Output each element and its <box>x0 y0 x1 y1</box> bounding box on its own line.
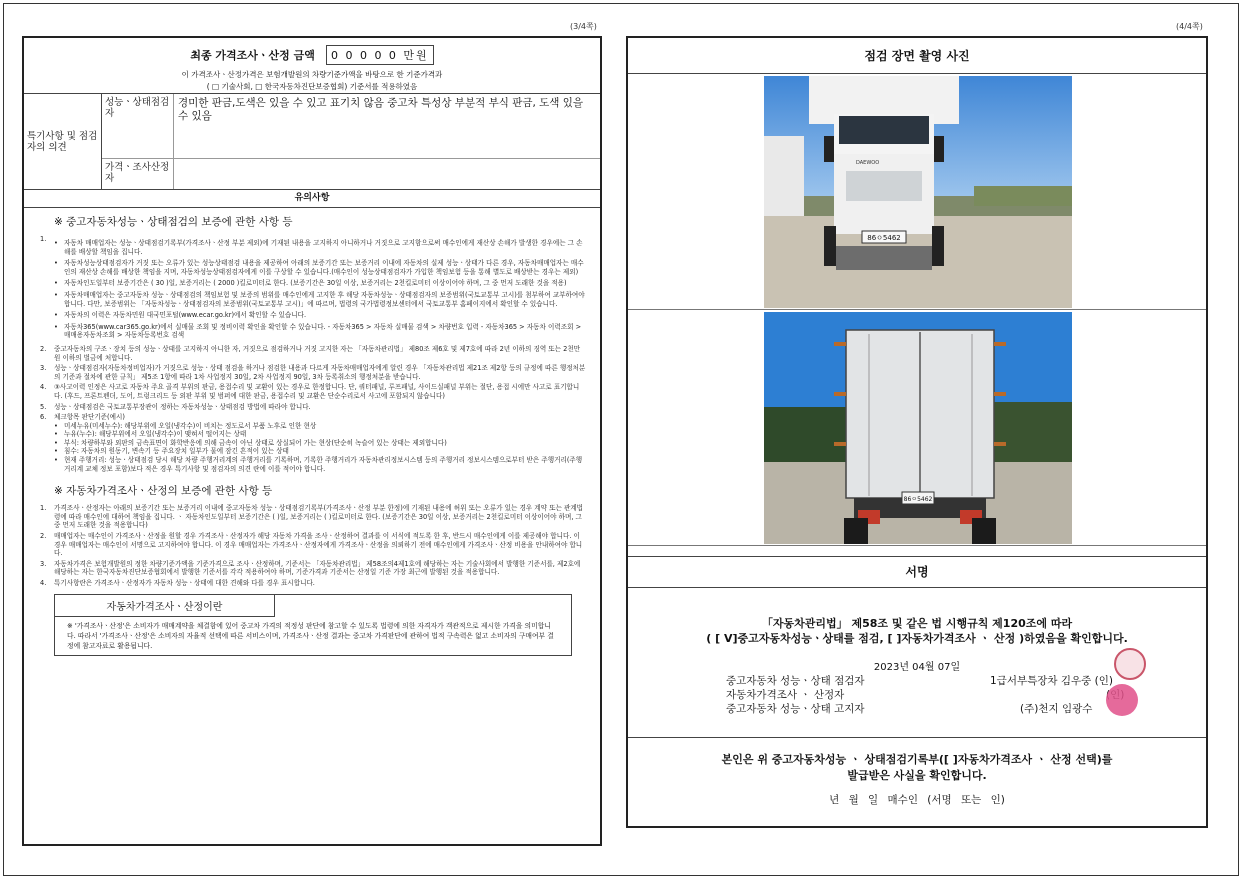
criteria-item: • 침수: 자동차의 원동기, 변속기 등 주요장치 일부가 물에 잠긴 흔적이 있는 상태 <box>54 447 586 456</box>
criteria-item: • 현재 주행거리: 성능ㆍ상태점검 당시 해당 차량 주행거리계의 주행거리를 기록하며, 기록한 주행거리가 자동차관리정보시스템 등의 주행거리 정보시스템으로부터 받은 주행거리(주행거리계 교체 정보 포함)보다 적은 경우 특기사항 및 점검자의 의견 란에 이를 적어야 합니다. <box>54 456 586 473</box>
s1-item-5 <box>40 403 586 412</box>
rear-truck-image <box>764 312 1072 544</box>
item-number: 3. <box>40 364 47 373</box>
criteria-text: 부식: 차량하부와 외판의 금속표면이 화학반응에 의해 금속이 아닌 상태로 상실되어 가는 현상(단순히 녹슬어 있는 상태는 제외합니다) <box>64 438 447 447</box>
item-text: 자동차가격은 보험개발원의 정한 차량기준가액을 기준가격으로 조사ㆍ산정하며, 기준서는 「자동차관리법」 제58조의4제1호에 해당하는 자는 기술사회에서 발행한 기준서를, 제2호에 해당하는 자는 한국자동차진단보증협회에서 발행한 기준서를 각각 적용하여야 하며, 기준가격과 기준서는 산정일 기준 가장 최근에 발행된 것을 적용합니다. <box>54 559 581 577</box>
opinion-table <box>24 94 600 190</box>
s1-item-3 <box>40 364 586 381</box>
bullet-text: 자동차 매매업자는 성능ㆍ상태점검기록부(가격조사ㆍ산정 부분 제외)에 기재된 내용을 고지하지 아니하거나 거짓으로 고지함으로써 매수인에게 재산상 손해가 발생한 경우에는 그 손해를 배상할 책임을 집니다. <box>64 239 583 256</box>
bullet-text: 자동차365(www.car365.go.kr)에서 실매물 조회 및 정비이력 확인을 확인할 수 있습니다. - 자동차365 > 자동차 실매물 검색 > 차량번호 입력 - 자동차365 > 자동차 이력조회 > 매매용자동차조회 > 자동차등록번호 검색 <box>64 322 582 340</box>
page-3 <box>22 36 602 846</box>
s2-item-3 <box>40 560 586 577</box>
signer3-name: (주)천지 임광수 <box>1020 703 1093 715</box>
rear-photo-cell <box>628 310 1206 546</box>
rear-truck-photo <box>764 312 1072 544</box>
opinion-row-price <box>102 159 600 189</box>
front-truck-image <box>764 76 1072 308</box>
item-text: 성능ㆍ상태점검은 국토교통부장관이 정하는 자동차성능ㆍ상태점검 방법에 따라야 합니다. <box>54 402 311 411</box>
definition-text: ※ '가격조사ㆍ산정'은 소비자가 매매계약을 체결함에 있어 중고차 가격의 적정성 판단에 참고할 수 있도록 법령에 의한 자격자가 객관적으로 제시한 가격을 의미합니다. 따라서 '가격조사ㆍ산정'은 소비자의 자율적 선택에 따른 서비스이며, 가격조사ㆍ산정 결과는 중고차 가격판단에 관하여 법적 구속력은 없고 소비자의 구매여부 결정에 참고자료로 활용됩니다. <box>67 621 554 650</box>
item-text: 성능ㆍ상태점검자(자동차정비업자)가 거짓으로 성능ㆍ상태 점검을 하거나 점검한 내용과 다르게 자동차매매업자에게 알린 경우 「자동차관리법 제21조 제2항 등의 규정에 따른 행정처분의 기준과 절차에 관한 규칙」 제5조 1항에 따라 1차 사업정지 30일, 2차 사업정지 90일, 3차 등록취소의 행정처분을 받습니다. <box>54 364 586 381</box>
section1-body <box>24 235 600 473</box>
section2-body <box>24 504 600 587</box>
sign-date: 2023년 04월 07일 <box>873 662 961 673</box>
item-text: 가격조사ㆍ산정자는 아래의 보증기간 또는 보증거리 이내에 중고자동차 성능ㆍ상태점검기록부(가격조사ㆍ산정 부분 한정)에 기재된 내용에 허위 또는 오류가 있는 경우 계약 또는 관계법령에 따라 매수인에 대하여 책임을 집니다. ㆍ 자동차인도일부터 보증기간은 ( )일, 보증거리는 ( )킬로미터로 한다. (보증기간은 30일 이상, 보증거리는 2천킬로미터 이상이어야 하며, 그 중 먼저 도래한 것을 적용합니다) <box>54 504 584 530</box>
criteria-text: 현재 주행거리: 성능ㆍ상태점검 당시 해당 차량 주행거리계의 주행거리를 기록하며, 기록한 주행거리가 자동차관리정보시스템 등의 주행거리 정보시스템으로부터 받은 주행거리(주행거리계 교체 정보 포함)보다 적은 경우 특기사항 및 점검자의 의견 란에 이를 적어야 합니다. <box>64 456 583 473</box>
brand-text: DAEWOO <box>856 160 880 166</box>
item-text: 특기사항란은 가격조사ㆍ산정자가 자동차 성능ㆍ상태에 대한 견해와 다를 경우 표시합니다. <box>54 579 315 587</box>
perf-opinion: 경미한 판금,도색은 있을 수 있고 표기치 않음 중고차 특성상 부분적 부식 판금, 도색 있을 수 있음 <box>178 97 584 122</box>
item-number: 4. <box>40 383 47 392</box>
confirm-statement <box>628 616 1206 646</box>
signer1-name: 1급서부특장차 김우중 (인) <box>990 675 1113 687</box>
price-opinion <box>174 159 600 189</box>
opinion-label: 특기사항 및 점검자의 의견 <box>24 94 102 189</box>
front-plate-text: 86ㅇ5462 <box>867 234 901 242</box>
item-number: 2. <box>40 344 47 353</box>
page-number-4: (4/4쪽) <box>1176 22 1203 31</box>
buyer-line1: 본인은 위 중고자동차성능 ㆍ 상태점검기록부([ ]자동차가격조사 ㆍ 산정 선택)를 <box>721 753 1113 766</box>
section1-title: ※ 중고자동차성능ㆍ상태점검의 보증에 관한 사항 등 <box>54 216 293 228</box>
item-text: ③사고이력 인정은 사고로 자동차 주요 골격 부위의 판금, 용접수리 및 교환이 있는 경우로 한정합니다. 단, 쿼터패널, 루프패널, 사이드실패널 부위는 절단, 용접 시에만 사고로 표기합니다. (후드, 프론트펜더, 도어, 트렁크리드 등 외판 부위 및 범퍼에 대한 판금, 용접수리 및 교환은 단순수리로서 사고에 포함되지 않습니다) <box>54 383 580 400</box>
buyer-sign-line: 년 월 일 매수인 (서명 또는 인) <box>829 794 1005 806</box>
criteria-text: 침수: 자동차의 원동기, 변속기 등 주요장치 일부가 물에 잠긴 흔적이 있는 상태 <box>64 447 289 456</box>
s1-bullet: • 자동차365(www.car365.go.kr)에서 실매물 조회 및 정비이력 확인을 확인할 수 있습니다. - 자동차365 > 자동차 실매물 검색 > 차량번호 입력 - 자동차365 > 자동차 이력조회 > 매매용자동차조회 > 자동차등록번호 검색 <box>54 323 586 340</box>
definition-title: 자동차가격조사ㆍ산정이란 <box>55 595 275 617</box>
s2-item-1 <box>40 504 586 530</box>
confirm-line1: 「자동차관리법」 제58조 및 같은 법 시행규칙 제120조에 따라 <box>761 617 1073 630</box>
item-number: 1. <box>40 235 47 243</box>
bullet-text: 자동차매매업자는 중고자동차 성능ㆍ상태점검의 책임보험 및 보증의 범위를 매수인에게 고지한 후 해당 자동차성능ㆍ상태점검자의 보증범위(국토교통부 고시)를 첨부하여 교부하여야 합니다. 다만, 보증범위는 「자동차성능ㆍ상태점검자의 보증범위(국토교통부 고시)」에 따르며, 법령의 국가법령정보센터에서 국토교통부 홈페이지에서 확인할 수 있습니다. <box>64 290 585 308</box>
s1-bullet: • 자동차의 이력은 자동차민원 대국민포털(www.ecar.go.kr)에서 확인할 수 있습니다. <box>54 311 586 320</box>
price-label: 가격ㆍ조사산정자 <box>102 159 174 189</box>
s1-bullet: • 자동차인도일부터 보증기간은 ( 30 )일, 보증거리는 ( 2000 )킬로미터로 한다. (보증기간은 30일 이상, 보증거리는 2천킬로미터 이상이어야 하며, 그 중 먼저 도래한 것을 적용) <box>54 279 586 288</box>
s2-item-2 <box>40 532 586 558</box>
rear-plate-text: 86ㅇ5462 <box>903 496 933 503</box>
item-number: 6. <box>40 413 47 422</box>
bullet-text: 자동차성능상태점검자가 거짓 또는 오류가 있는 성능상태점검 내용을 제공하여 아래의 보증기간 또는 보증거리 이내에 자동차의 실제 성능ㆍ상태가 다른 경우, 자동차매매업자는 매수인의 재산상 손해를 배상한 책임을 지며, 자동차성능상태점검자에게 이를 구상할 수 있습니다.(매수인이 성능상태점검자가 가입한 책임보험 등을 통해 별도로 배상받는 경우는 제외) <box>64 259 584 276</box>
buyer-confirm-section <box>628 737 1206 807</box>
front-photo-cell <box>628 74 1206 310</box>
s1-bullet: • 자동차성능상태점검자가 거짓 또는 오류가 있는 성능상태점검 내용을 제공하여 아래의 보증기간 또는 보증거리 이내에 자동차의 실제 성능ㆍ상태가 다른 경우, 자동차매매업자는 매수인의 재산상 손해를 배상한 책임을 지며, 자동차성능상태점검자에게 이를 구상할 수 있습니다.(매수인이 성능상태점검자가 가입한 책임보험 등을 통해 별도로 배상받는 경우는 제외) <box>54 259 586 276</box>
page-4 <box>626 36 1208 828</box>
notice-title: 유의사항 <box>24 190 600 208</box>
bullet-text: 자동차의 이력은 자동차민원 대국민포털(www.ecar.go.kr)에서 확인할 수 있습니다. <box>64 311 307 320</box>
signer3-role: 중고자동차 성능ㆍ상태 고지자 <box>726 703 865 715</box>
criteria-text: 누유(누수): 해당부위에서 오일(냉각수)이 맺혀서 떨어지는 상태 <box>64 430 247 439</box>
s1-bullet: • 자동차 매매업자는 성능ㆍ상태점검기록부(가격조사ㆍ산정 부분 제외)에 기재된 내용을 고지하지 아니하거나 거짓으로 고지함으로써 매수인에게 재산상 손해가 발생한 경우에는 그 손해를 배상할 책임을 집니다. <box>54 239 586 256</box>
section2-title: ※ 자동차가격조사ㆍ산정의 보증에 관한 사항 등 <box>54 485 273 498</box>
notifier-seal-stamp <box>1106 684 1138 716</box>
item-text: 매매업자는 매수인이 가격조사ㆍ산정을 원할 경우 가격조사ㆍ산정자가 해당 자동차 가격을 조사ㆍ산정하여 결과를 이 서식에 적도록 한 후, 반드시 매수인에게 이를 제공해야 합니다. 이 경우 매매업자는 매수인이 서명으로 고지하여야 합니다. 이 경우 매매업자는 가격조사ㆍ산정자에게 가격조사ㆍ산정을 의뢰하기 전에 매수인에게 가격조사ㆍ산정 비용을 안내하여야 합니다. <box>54 532 583 558</box>
s1-item-4 <box>40 383 586 400</box>
item-number: 2. <box>40 532 47 541</box>
item-number: 1. <box>40 504 47 513</box>
signer1-role: 중고자동차 성능ㆍ상태 점검자 <box>726 675 865 687</box>
perf-label: 성능ㆍ상태점검자 <box>102 94 174 158</box>
price-basis-line2: ( □ 기술사회, □ 한국자동차진단보증협회) 기준서를 적용하였음 <box>206 81 418 91</box>
buyer-line2: 발급받은 사실을 확인합니다. <box>847 769 987 782</box>
confirm-line2: ( [ V]중고자동차성능ㆍ상태를 점검, [ ]자동차가격조사 ㆍ 산정 )하였음을 확인합니다. <box>706 632 1128 645</box>
s1-item-2 <box>40 345 586 362</box>
final-price-section <box>24 38 600 94</box>
criteria-item: • 부식: 차량하부와 외판의 금속표면이 화학반응에 의해 금속이 아닌 상태로 상실되어 가는 현상(단순히 녹슬어 있는 상태는 제외합니다) <box>54 439 586 448</box>
criteria-item: • 미세누유(미세누수): 해당부위에 오일(냉각수)이 비치는 정도로서 부품 노후로 인한 현상 <box>54 422 586 431</box>
bullet-text: 자동차인도일부터 보증기간은 ( 30 )일, 보증거리는 ( 2000 )킬로미터로 한다. (보증기간은 30일 이상, 보증거리는 2천킬로미터 이상이어야 하며, 그 중 먼저 도래한 것을 적용) <box>64 279 567 288</box>
final-price-value: 0 0 0 0 0 만원 <box>326 45 434 65</box>
signer2-role: 자동차가격조사 ㆍ 산정자 <box>726 689 845 701</box>
s1-bullet: • 자동차매매업자는 중고자동차 성능ㆍ상태점검의 책임보험 및 보증의 범위를 매수인에게 고지한 후 해당 자동차성능ㆍ상태점검자의 보증범위(국토교통부 고시)를 첨부하여 교부하여야 합니다. 다만, 보증범위는 「자동차성능ㆍ상태점검자의 보증범위(국토교통부 고시)」에 따르며, 법령의 국가법령정보센터에서 국토교통부 홈페이지에서 확인할 수 있습니다. <box>54 290 585 308</box>
photo-section-title: 점검 장면 촬영 사진 <box>628 38 1206 74</box>
page-number-3: (3/4쪽) <box>570 22 597 31</box>
final-price-title: 최종 가격조사ㆍ산정 금액 <box>190 48 315 62</box>
item-text: 중고자동차의 구조ㆍ장치 등의 성능ㆍ상태를 고지하지 아니한 자, 거짓으로 점검하거나 거짓 고지한 자는 「자동차관리법」 제80조 제6호 및 제7호에 따라 2년 이하의 징역 또는 2천만원 이하의 벌금에 처합니다. <box>54 344 581 362</box>
s2-item-4 <box>40 579 586 588</box>
criteria-text: 미세누유(미세누수): 해당부위에 오일(냉각수)이 비치는 정도로서 부품 노후로 인한 현상 <box>64 421 317 430</box>
definition-box <box>54 594 572 656</box>
item-number: 5. <box>40 402 47 411</box>
item-number: 3. <box>40 559 47 568</box>
inspector-seal-stamp <box>1114 648 1146 680</box>
price-basis-line1: 이 가격조사ㆍ산정가격은 보험개발원의 차량기준가액을 바탕으로 한 기준가격과 <box>181 69 443 79</box>
s1-item-1 <box>40 235 586 343</box>
item-number: 4. <box>40 579 47 587</box>
s1-item-6 <box>40 413 586 473</box>
criteria-item: • 누유(누수): 해당부위에서 오일(냉각수)이 맺혀서 떨어지는 상태 <box>54 430 586 439</box>
front-truck-photo <box>764 76 1072 308</box>
opinion-row-perf <box>102 94 600 159</box>
sign-section-title: 서명 <box>628 556 1206 588</box>
item-text: 체크항목 판단기준(예시) <box>54 413 125 422</box>
